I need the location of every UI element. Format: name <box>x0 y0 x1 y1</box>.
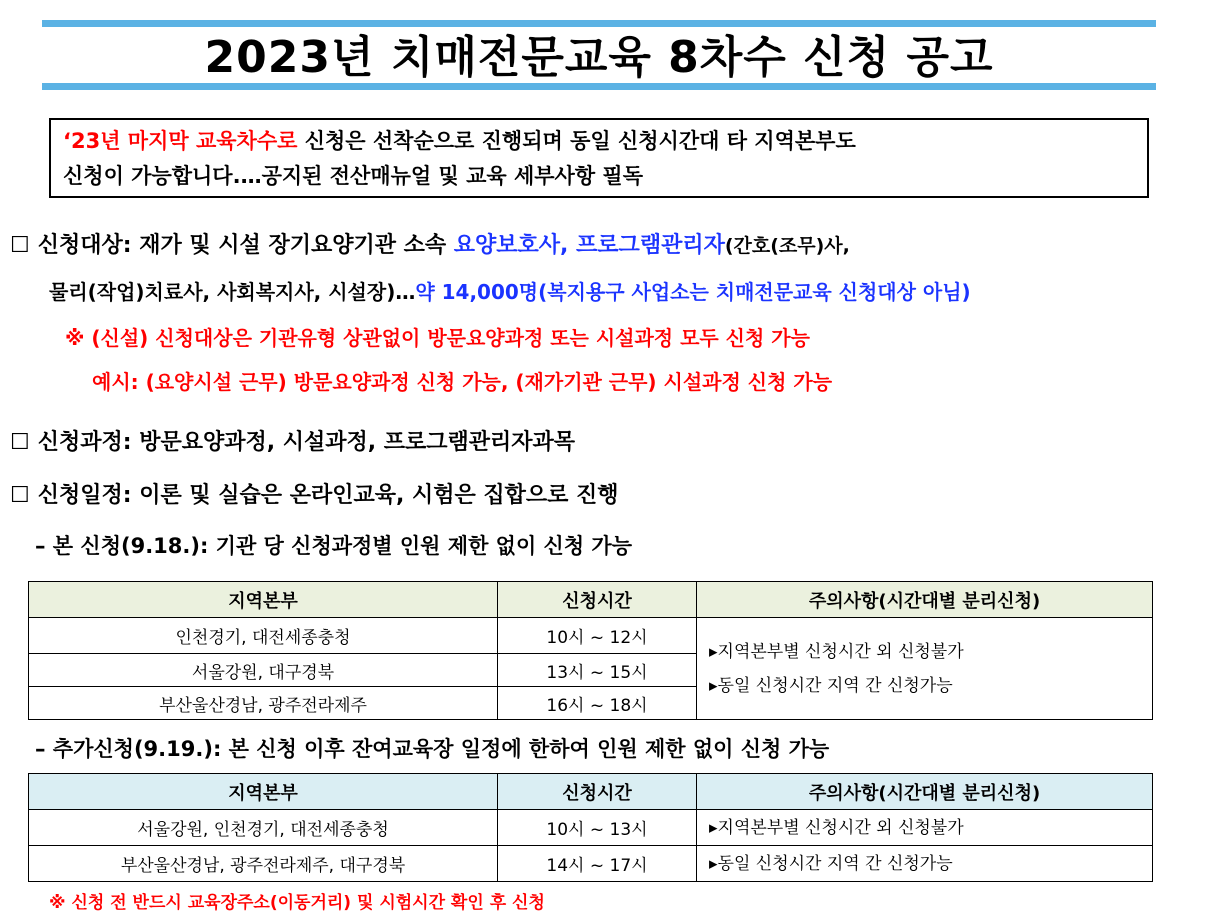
notice-line-1 <box>63 124 1135 159</box>
cell-region: 부산울산경남, 광주전라제주 <box>29 687 498 720</box>
cell-notes: ▸지역본부별 신청시간 외 신청불가 <box>697 810 1153 846</box>
header-time: 신청시간 <box>498 582 697 618</box>
checkbox-icon: ☐ <box>10 233 30 258</box>
target-rest-1: (간호(조무)사, <box>724 235 850 257</box>
main-apply-heading: – 본 신청(9.18.): 기관 당 신청과정별 인원 제한 없이 신청 가능 <box>35 534 632 558</box>
main-apply-table <box>28 581 1153 720</box>
table-row <box>29 846 1153 882</box>
schedule-section <box>10 478 619 509</box>
checkbox-icon: ☐ <box>10 430 30 455</box>
course-text: 신청과정: 방문요양과정, 시설과정, 프로그램관리자과목 <box>37 430 576 455</box>
table-header-row <box>29 774 1153 810</box>
cell-time: 16시 ~ 18시 <box>498 687 697 720</box>
extra-apply-table <box>28 773 1153 882</box>
cell-time: 13시 ~ 15시 <box>498 654 697 687</box>
target-note-1: ※ (신설) 신청대상은 기관유형 상관없이 방문요양과정 또는 시설과정 모두 신청 가능 <box>65 326 810 350</box>
table-header-row <box>29 582 1153 618</box>
table-row <box>29 810 1153 846</box>
page-title: 2023년 치매전문교육 8차수 신청 공고 <box>204 32 994 83</box>
course-section <box>10 425 575 456</box>
note-line: ▸동일 신청시간 지역 간 신청가능 <box>709 675 953 696</box>
checkbox-icon: ☐ <box>10 483 30 508</box>
cell-notes <box>697 618 1153 720</box>
header-notes: 주의사항(시간대별 분리신청) <box>697 774 1153 810</box>
footnote: ※ 신청 전 반드시 교육장주소(이동거리) 및 시험시간 확인 후 신청 <box>49 893 545 913</box>
notice-highlight: ‘23년 마지막 교육차수로 <box>63 129 298 153</box>
cell-region: 서울강원, 대구경북 <box>29 654 498 687</box>
table-row <box>29 618 1153 654</box>
notice-line-1-rest: 신청은 선착순으로 진행되며 동일 신청시간대 타 지역본부도 <box>297 129 856 153</box>
cell-region: 서울강원, 인천경기, 대전세종충청 <box>29 810 498 846</box>
target-line-2 <box>49 276 971 305</box>
notice-line-2: 신청이 가능합니다.…공지된 전산매뉴얼 및 교육 세부사항 필독 <box>63 164 643 188</box>
header-region: 지역본부 <box>29 582 498 618</box>
cell-time: 10시 ~ 12시 <box>498 618 697 654</box>
cell-time: 14시 ~ 17시 <box>498 846 697 882</box>
note-line: ▸지역본부별 신청시간 외 신청불가 <box>709 641 964 662</box>
schedule-text: 신청일정: 이론 및 실습은 온라인교육, 시험은 집합으로 진행 <box>37 483 619 508</box>
target-section <box>10 228 850 259</box>
header-region: 지역본부 <box>29 774 498 810</box>
cell-time: 10시 ~ 13시 <box>498 810 697 846</box>
header-notes: 주의사항(시간대별 분리신청) <box>697 582 1153 618</box>
target-note-2: 예시: (요양시설 근무) 방문요양과정 신청 가능, (재가기관 근무) 시설과정 신청 가능 <box>92 370 833 394</box>
notice-box <box>49 118 1149 198</box>
extra-apply-heading: – 추가신청(9.19.): 본 신청 이후 잔여교육장 일정에 한하여 인원 제한 없이 신청 가능 <box>35 737 830 761</box>
title-bottom-bar <box>42 83 1156 90</box>
target-blue-1: 요양보호사, 프로그램관리자 <box>453 233 725 258</box>
header-time: 신청시간 <box>498 774 697 810</box>
target-line-2-text: 물리(작업)치료사, 사회복지사, 시설장)… <box>49 280 416 304</box>
cell-region: 부산울산경남, 광주전라제주, 대구경북 <box>29 846 498 882</box>
cell-notes: ▸동일 신청시간 지역 간 신청가능 <box>697 846 1153 882</box>
target-blue-2: 약 14,000명(복지용구 사업소는 치매전문교육 신청대상 아님) <box>415 280 971 304</box>
target-label: 신청대상: 재가 및 시설 장기요양기관 소속 <box>37 233 454 258</box>
cell-region: 인천경기, 대전세종충청 <box>29 618 498 654</box>
